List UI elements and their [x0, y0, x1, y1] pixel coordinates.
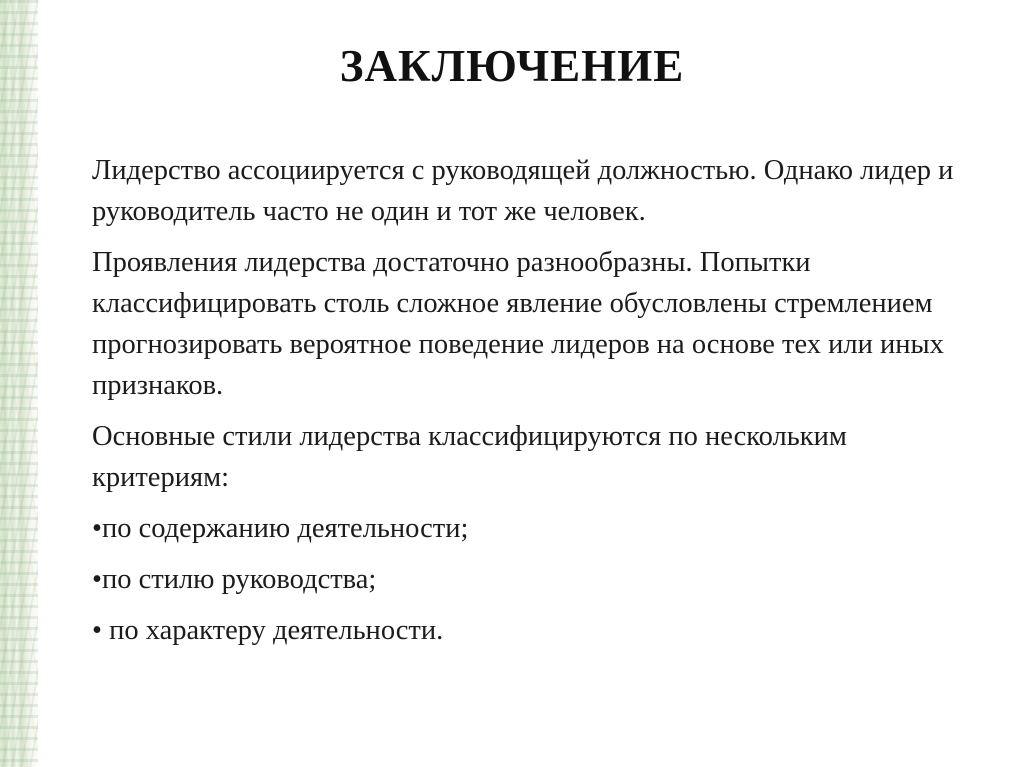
paragraph-leadership-manifestations: Проявления лидерства достаточно разнообразны. Попытки классифицировать столь сложное явление обусловлены стремлением прогнозировать вероятное поведение лидеров на основе тех или иных признаков.	[92, 247, 944, 401]
bullet-item-activity-content: •по содержанию деятельности;	[92, 513, 469, 544]
slide-body	[92, 150, 962, 661]
paragraph-leadership-position: Лидерство ассоциируется с руководящей должностью. Однако лидер и руководитель часто не один и тот же человек.	[92, 155, 954, 227]
bullet-item-management-style: •по стилю руководства;	[92, 564, 377, 595]
decorative-side-strip	[0, 0, 38, 767]
paragraph-leadership-styles: Основные стили лидерства классифицируются по нескольким критериям:	[92, 421, 847, 493]
bullet-item-activity-nature: • по характеру деятельности.	[92, 615, 444, 646]
slide-title: ЗАКЛЮЧЕНИЕ	[339, 41, 685, 91]
